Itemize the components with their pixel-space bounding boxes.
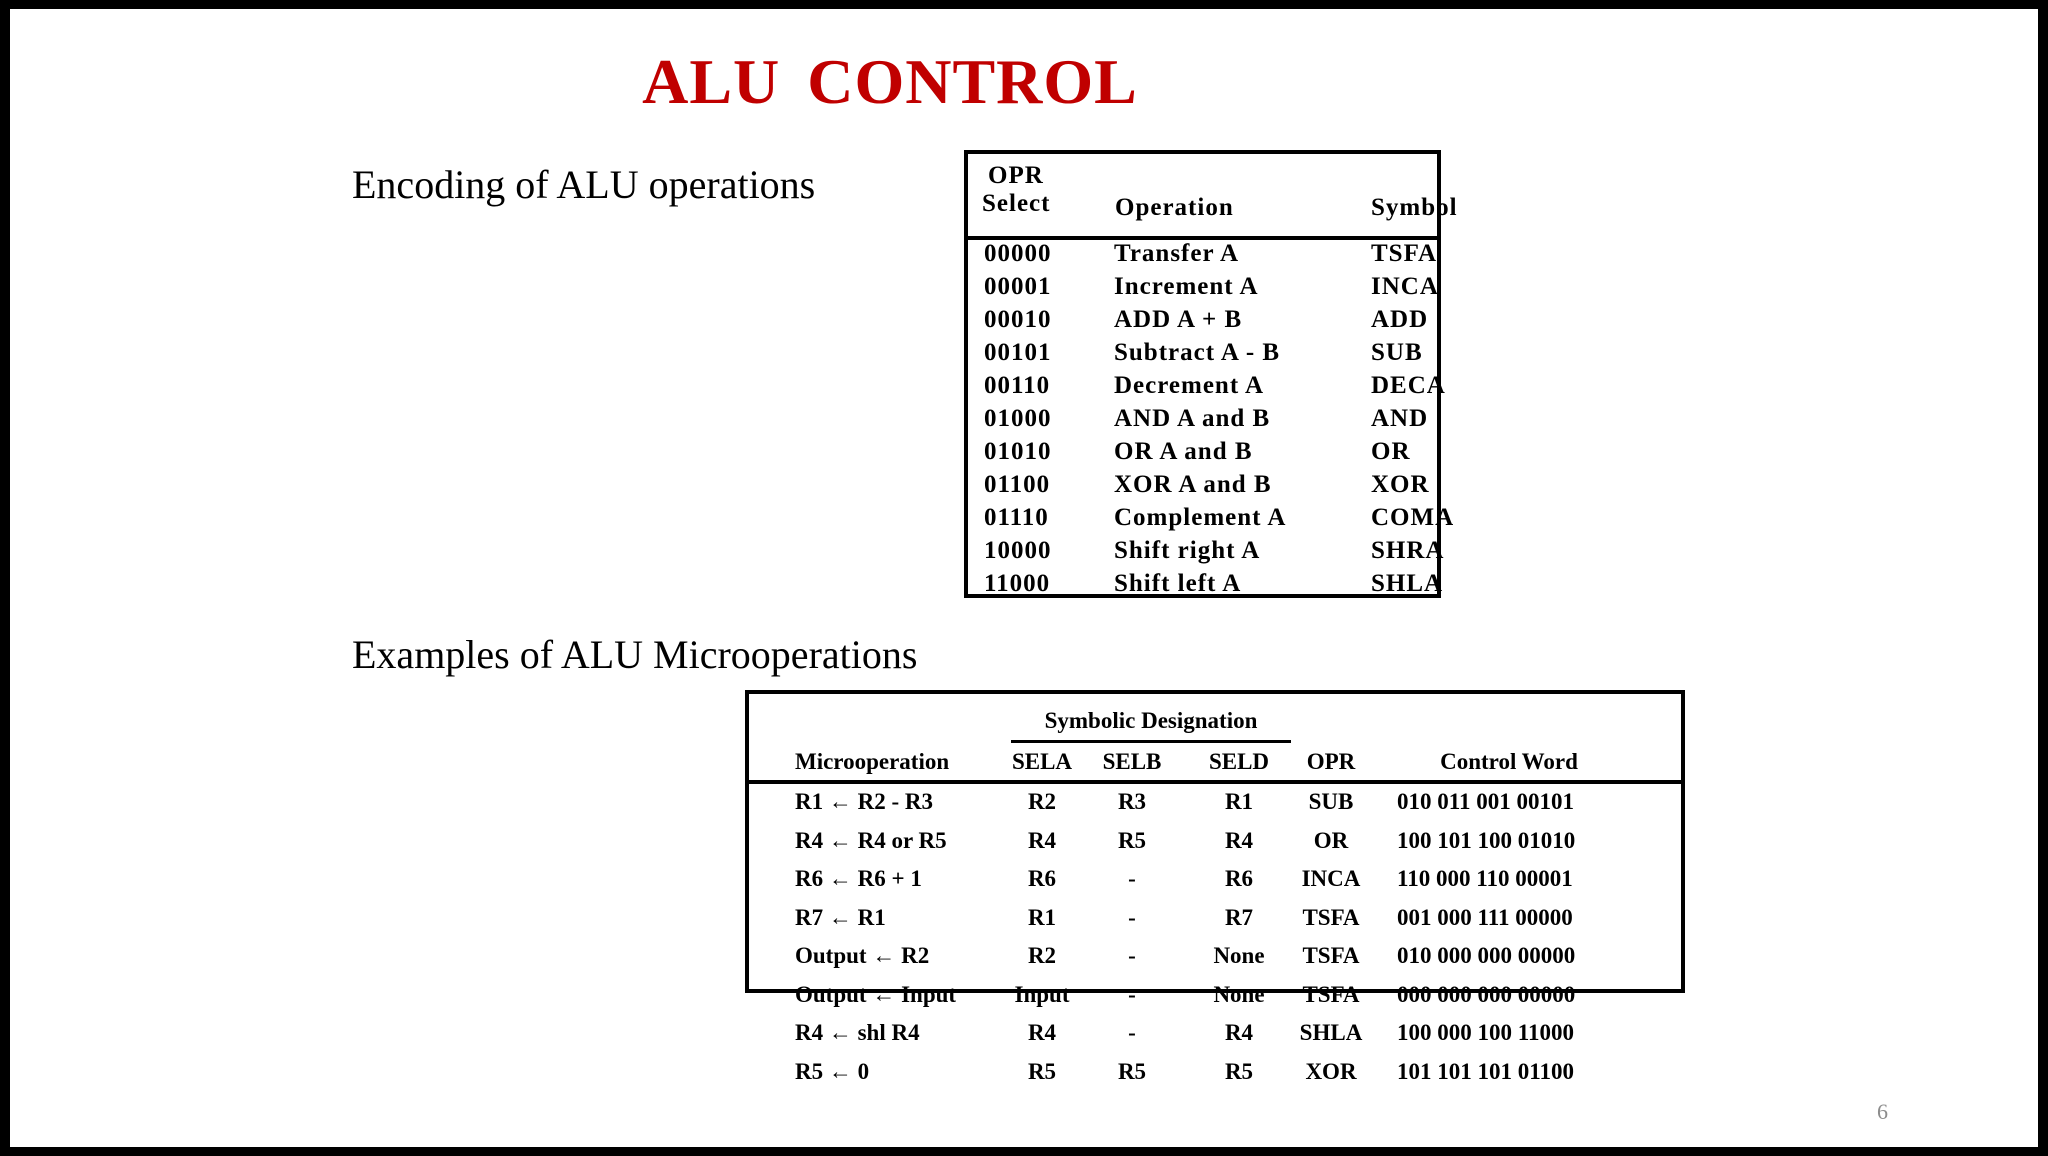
microoperation-cell: Output ← Input	[795, 981, 957, 1007]
control-word-cell: 000 000 000 00000	[1397, 981, 1576, 1007]
header-control-word: Control Word	[1440, 749, 1578, 774]
encoding-table	[964, 150, 1458, 598]
opr-cell: SUB	[1308, 789, 1354, 814]
operation-cell: Transfer A	[1114, 240, 1240, 267]
symbol-cell: INCA	[1371, 273, 1439, 300]
sela-cell: R2	[1027, 789, 1057, 814]
opr-cell: TSFA	[1302, 943, 1360, 968]
table-row	[749, 903, 1681, 942]
symbol-cell: COMA	[1371, 504, 1455, 531]
header-operation: Operation	[1115, 194, 1234, 221]
table-row	[968, 403, 1437, 436]
control-word-cell: 010 000 000 00000	[1397, 943, 1576, 968]
header-selb: SELB	[1102, 749, 1162, 774]
symbol-cell: TSFA	[1371, 240, 1438, 267]
header-select: Select	[982, 190, 1051, 217]
selb-cell: R5	[1117, 1058, 1147, 1084]
subheading-encoding: Encoding of ALU operations	[352, 162, 816, 207]
table-row	[749, 864, 1681, 903]
opr-code-cell: 01010	[984, 438, 1052, 465]
symbolic-designation-rule	[1011, 740, 1291, 743]
opr-code-cell: 00101	[984, 339, 1052, 366]
sela-cell: R5	[1027, 1058, 1057, 1084]
operation-cell: Increment A	[1114, 273, 1259, 300]
table-row	[749, 980, 1681, 1019]
sela-cell: R6	[1027, 866, 1057, 891]
symbol-cell: SUB	[1371, 339, 1423, 366]
seld-cell: None	[1213, 981, 1265, 1007]
operation-cell: Shift left A	[1114, 570, 1242, 597]
opr-cell: TSFA	[1302, 981, 1360, 1007]
control-word-cell: 001 000 111 00000	[1397, 904, 1573, 930]
symbol-cell: DECA	[1371, 372, 1446, 399]
opr-code-cell: 00010	[984, 306, 1052, 333]
header-microoperation: Microoperation	[795, 749, 950, 774]
selb-cell: -	[1128, 866, 1136, 891]
table-row	[968, 271, 1437, 304]
microoperation-cell: R5 ← 0	[795, 1058, 870, 1084]
operation-cell: OR A and B	[1114, 438, 1253, 465]
table-row	[968, 535, 1445, 568]
microoperation-cell: Output ← R2	[795, 943, 930, 968]
symbolic-designation-header: Symbolic Designation	[1044, 708, 1258, 733]
table-row	[749, 1018, 1681, 1057]
selb-cell: -	[1128, 904, 1136, 930]
slide-title: ALU CONTROL	[642, 46, 1138, 117]
opr-code-cell: 00110	[984, 372, 1051, 399]
header-opr: OPR	[988, 162, 1044, 189]
control-word-cell: 101 101 101 01100	[1397, 1058, 1574, 1084]
seld-cell: R1	[1224, 789, 1254, 814]
opr-code-cell: 10000	[984, 537, 1052, 564]
table-row	[968, 436, 1437, 469]
seld-cell: R4	[1224, 827, 1254, 853]
symbol-cell: XOR	[1371, 471, 1430, 498]
table-row	[968, 568, 1444, 601]
microoperation-cell: R1 ← R2 - R3	[795, 789, 933, 814]
seld-cell: R4	[1224, 1020, 1254, 1045]
table-row	[968, 337, 1437, 370]
table-row	[749, 941, 1681, 980]
symbol-cell: OR	[1371, 438, 1411, 465]
header-opr: OPR	[1306, 749, 1356, 774]
microoperation-table-body	[749, 787, 1681, 1095]
symbol-cell: ADD	[1371, 306, 1429, 333]
selb-cell: R5	[1117, 827, 1147, 853]
operation-cell: Shift right A	[1114, 537, 1261, 564]
microoperation-cell: R4 ← shl R4	[795, 1020, 920, 1045]
subheading-examples: Examples of ALU Microoperations	[352, 632, 918, 677]
encoding-table-header	[968, 154, 1458, 240]
selb-cell: -	[1128, 943, 1136, 968]
header-rule	[749, 780, 1681, 784]
symbol-cell: AND	[1371, 405, 1429, 432]
selb-cell: -	[1128, 981, 1136, 1007]
operation-cell: Decrement A	[1114, 372, 1265, 399]
sela-cell: Input	[1014, 981, 1070, 1007]
control-word-cell: 100 000 100 11000	[1397, 1020, 1574, 1045]
opr-code-cell: 11000	[984, 570, 1051, 597]
control-word-cell: 010 011 001 00101	[1397, 789, 1574, 814]
table-row	[968, 238, 1437, 271]
opr-cell: TSFA	[1302, 904, 1360, 930]
sela-cell: R4	[1027, 1020, 1057, 1045]
opr-code-cell: 01110	[984, 504, 1049, 531]
operation-cell: Subtract A - B	[1114, 339, 1281, 366]
operation-cell: Complement A	[1114, 504, 1287, 531]
microoperation-cell: R4 ← R4 or R5	[795, 827, 947, 853]
symbol-cell: SHRA	[1371, 537, 1445, 564]
page-number: 6	[1877, 1099, 1888, 1124]
encoding-table-body	[968, 238, 1455, 601]
control-word-cell: 100 101 100 01010	[1397, 827, 1576, 853]
control-word-cell: 110 000 110 00001	[1397, 866, 1573, 891]
seld-cell: R6	[1224, 866, 1254, 891]
operation-cell: ADD A + B	[1114, 306, 1243, 333]
microoperation-table	[745, 690, 1685, 1084]
opr-code-cell: 01100	[984, 471, 1051, 498]
selb-cell: -	[1128, 1020, 1136, 1045]
table-row	[749, 826, 1681, 865]
symbol-cell: SHLA	[1371, 570, 1444, 597]
table-row	[749, 787, 1681, 826]
operation-cell: XOR A and B	[1114, 471, 1272, 498]
opr-code-cell: 00001	[984, 273, 1052, 300]
header-symbol: Symbol	[1371, 194, 1458, 221]
sela-cell: R1	[1027, 904, 1057, 930]
table-row	[968, 502, 1455, 535]
opr-cell: OR	[1313, 827, 1349, 853]
opr-cell: SHLA	[1299, 1020, 1363, 1045]
microoperation-cell: R7 ← R1	[795, 904, 886, 930]
seld-cell: R5	[1224, 1058, 1254, 1084]
table-row	[749, 1057, 1681, 1096]
opr-cell: XOR	[1305, 1058, 1357, 1084]
table-row	[968, 370, 1446, 403]
header-seld: SELD	[1208, 749, 1270, 774]
header-sela: SELA	[1011, 749, 1073, 774]
opr-code-cell: 01000	[984, 405, 1052, 432]
microoperation-cell: R6 ← R6 + 1	[795, 866, 922, 891]
sela-cell: R2	[1027, 943, 1057, 968]
selb-cell: R3	[1117, 789, 1147, 814]
opr-cell: INCA	[1301, 866, 1361, 891]
seld-cell: R7	[1224, 904, 1254, 930]
operation-cell: AND A and B	[1114, 405, 1271, 432]
slide	[10, 9, 2038, 1147]
sela-cell: R4	[1027, 827, 1057, 853]
table-row	[968, 469, 1437, 502]
seld-cell: None	[1213, 943, 1265, 968]
opr-code-cell: 00000	[984, 240, 1052, 267]
table-row	[968, 304, 1437, 337]
